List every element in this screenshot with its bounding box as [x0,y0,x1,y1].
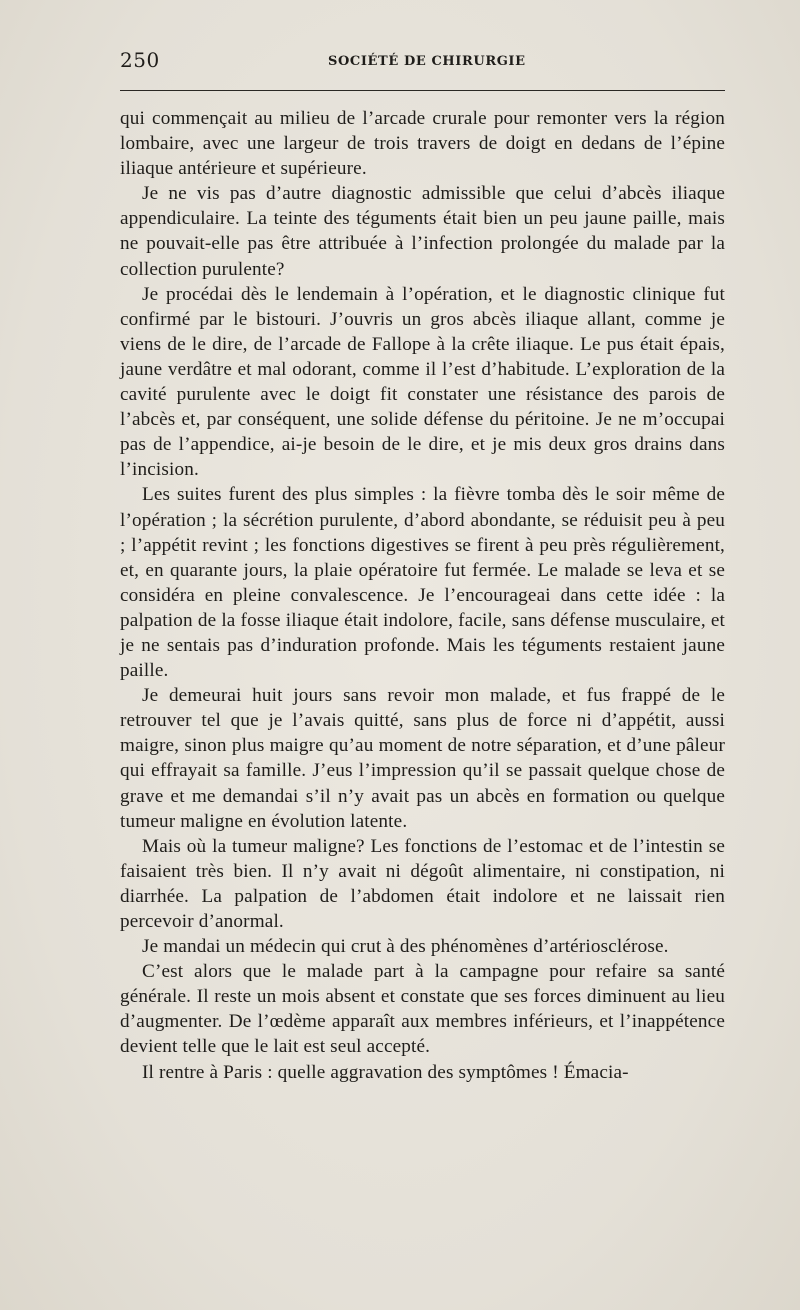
running-head [120,44,725,76]
body-text [120,106,725,1085]
paragraph: Je demeurai huit jours sans revoir mon malade, et fus frappé de le retrouver tel que je l’avais quitté, sans plus de force ni d’appétit, aussi maigre, sinon plus maigre qu’au moment de notre séparation, et d’une pâleur qui effrayait sa famille. J’eus l’impression qu’il se passait quelque chose de grave et me demandai s’il n’y avait pas un abcès en formation ou quelque tumeur maligne en évolution latente. [120,685,725,832]
journal-title: SOCIÉTÉ DE CHIRURGIE [328,54,526,69]
paragraph: qui commençait au milieu de l’arcade crurale pour remonter vers la région lombaire, avec une largeur de trois travers de doigt en dedans de l’épine iliaque antérieure et supérieure. [120,108,725,180]
paragraph: Je mandai un médecin qui crut à des phénomènes d’artériosclérose. [142,936,669,958]
header-rule [120,90,725,91]
paragraph: Mais où la tumeur maligne? Les fonctions de l’estomac et de l’intestin se faisaient très bien. Il n’y avait ni dégoût alimentaire, ni constipation, ni diarrhée. La palpation de l’abdomen était indolore et ne laissait rien percevoir d’anormal. [120,835,725,932]
paragraph: Les suites furent des plus simples : la fièvre tomba dès le soir même de l’opération ; la sécrétion purulente, d’abord abondante, se réduisit peu à peu ; l’appétit revint ; les fonctions digestives se firent à peu près régulièrement, et, en quarante jours, la plaie opératoire fut fermée. Le malade se leva et se considéra en pleine convalescence. Je l’encourageai dans cette idée : la palpation de la fosse iliaque était indolore, facile, sans défense musculaire, et je ne sentais pas d’induration profonde. Mais les téguments restaient jaune paille. [120,484,725,682]
paragraph: Je ne vis pas d’autre diagnostic admissible que celui d’abcès iliaque appendiculaire. La teinte des téguments était bien un peu jaune paille, mais ne pouvait-elle pas être attribuée à l’infection prolongée du malade par la collection purulente? [120,183,725,280]
paragraph: Il rentre à Paris : quelle aggravation des symptômes ! Émacia- [142,1061,629,1083]
paragraph: Je procédai dès le lendemain à l’opération, et le diagnostic clinique fut confirmé par le bistouri. J’ouvris un gros abcès iliaque allant, comme je viens de le dire, de l’arcade de Fallope à la crête iliaque. Le pus était épais, jaune verdâtre et mal odorant, comme il l’est d’habitude. L’exploration de la cavité purulente avec le doigt fit constater une résistance des parois de l’abcès et, par conséquent, une solide défense du péritoine. Je ne m’occupai pas de l’appendice, ai-je besoin de le dire, et je mis deux gros drains dans l’incision. [120,283,725,481]
paragraph: C’est alors que le malade part à la campagne pour refaire sa santé générale. Il reste un mois absent et constate que ses forces diminuent au lieu d’augmenter. De l’œdème apparaît aux membres inférieurs, et l’inappétence devient telle que le lait est seul accepté. [120,961,725,1058]
page-number: 250 [120,48,160,72]
